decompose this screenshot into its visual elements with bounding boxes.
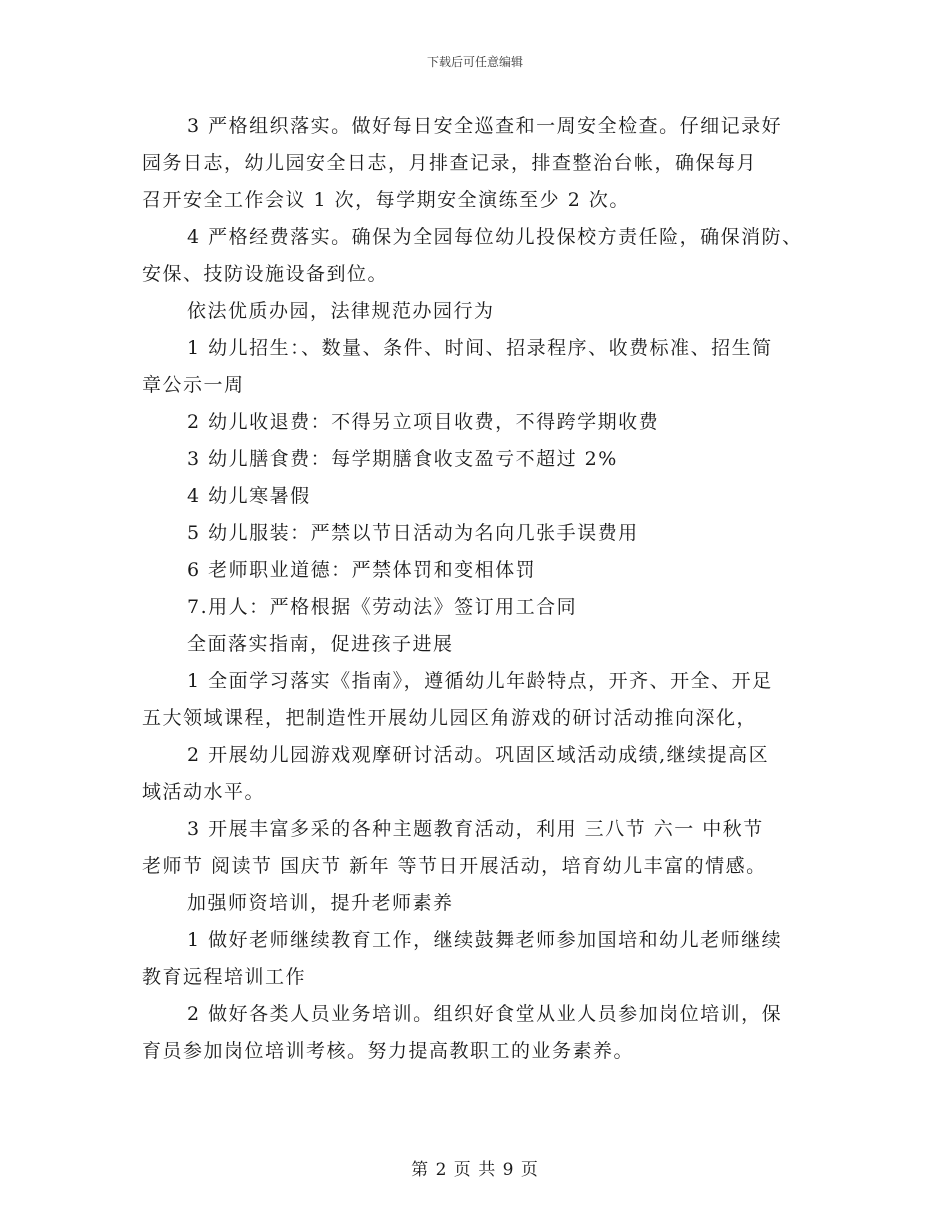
text-line: 4 幼儿寒暑假 [187,485,311,507]
text-line: 全面落实指南，促进孩子进展 [187,633,454,655]
text-line: 2 幼儿收退费：不得另立项目收费，不得跨学期收费 [187,411,660,433]
document-body [142,108,842,1070]
text-line: 4 严格经费落实。确保为全园每位幼儿投保校方责任险，确保消防、 [187,226,803,248]
text-line: 2 做好各类人员业务培训。组织好食堂从业人员参加岗位培训，保 [187,1003,783,1025]
text-line: 域活动水平。 [142,781,266,803]
text-line: 3 幼儿膳食费：每学期膳食收支盈亏不超过 2% [187,448,618,470]
text-line: 召开安全工作会议 1 次，每学期安全演练至少 2 次。 [142,189,630,211]
text-line: 园务日志，幼儿园安全日志，月排查记录，排查整治台帐，确保每月 [142,152,758,174]
text-line: 5 幼儿服装：严禁以节日活动为名向几张手误费用 [187,522,639,544]
text-line: 依法优质办园，法律规范办园行为 [187,300,495,322]
text-line: 安保、技防设施设备到位。 [142,263,389,285]
text-line: 教育远程培训工作 [142,966,307,988]
text-line: 1 做好老师继续教育工作，继续鼓舞老师参加国培和幼儿老师继续 [187,929,783,951]
text-line: 1 全面学习落实《指南》，遵循幼儿年龄特点，开齐、开全、开足 [187,670,773,692]
text-line: 6 老师职业道德：严禁体罚和变相体罚 [187,559,537,581]
text-line: 1 幼儿招生：、数量、条件、时间、招录程序、收费标准、招生简 [187,337,773,359]
text-line: 2 开展幼儿园游戏观摩研讨活动。巩固区域活动成绩,继续提高区 [187,744,770,766]
page-header: 下载后可任意编辑 [426,55,523,69]
text-line: 育员参加岗位培训考核。努力提高教职工的业务素养。 [142,1040,635,1062]
text-line: 加强师资培训，提升老师素养 [187,892,454,914]
text-line: 7.用人：严格根据《劳动法》签订用工合同 [187,596,578,618]
text-line: 3 严格组织落实。做好每日安全巡查和一周安全检查。仔细记录好 [187,115,783,137]
text-line: 3 开展丰富多采的各种主题教育活动，利用 三八节 六一 中秋节 [187,818,764,840]
page-footer: 第 2 页 共 9 页 [411,1160,539,1180]
text-line: 章公示一周 [142,374,245,396]
text-line: 老师节 阅读节 国庆节 新年 等节日开展活动，培育幼儿丰富的情感。 [142,855,767,877]
text-line: 五大领域课程，把制造性开展幼儿园区角游戏的研讨活动推向深化， [142,707,758,729]
